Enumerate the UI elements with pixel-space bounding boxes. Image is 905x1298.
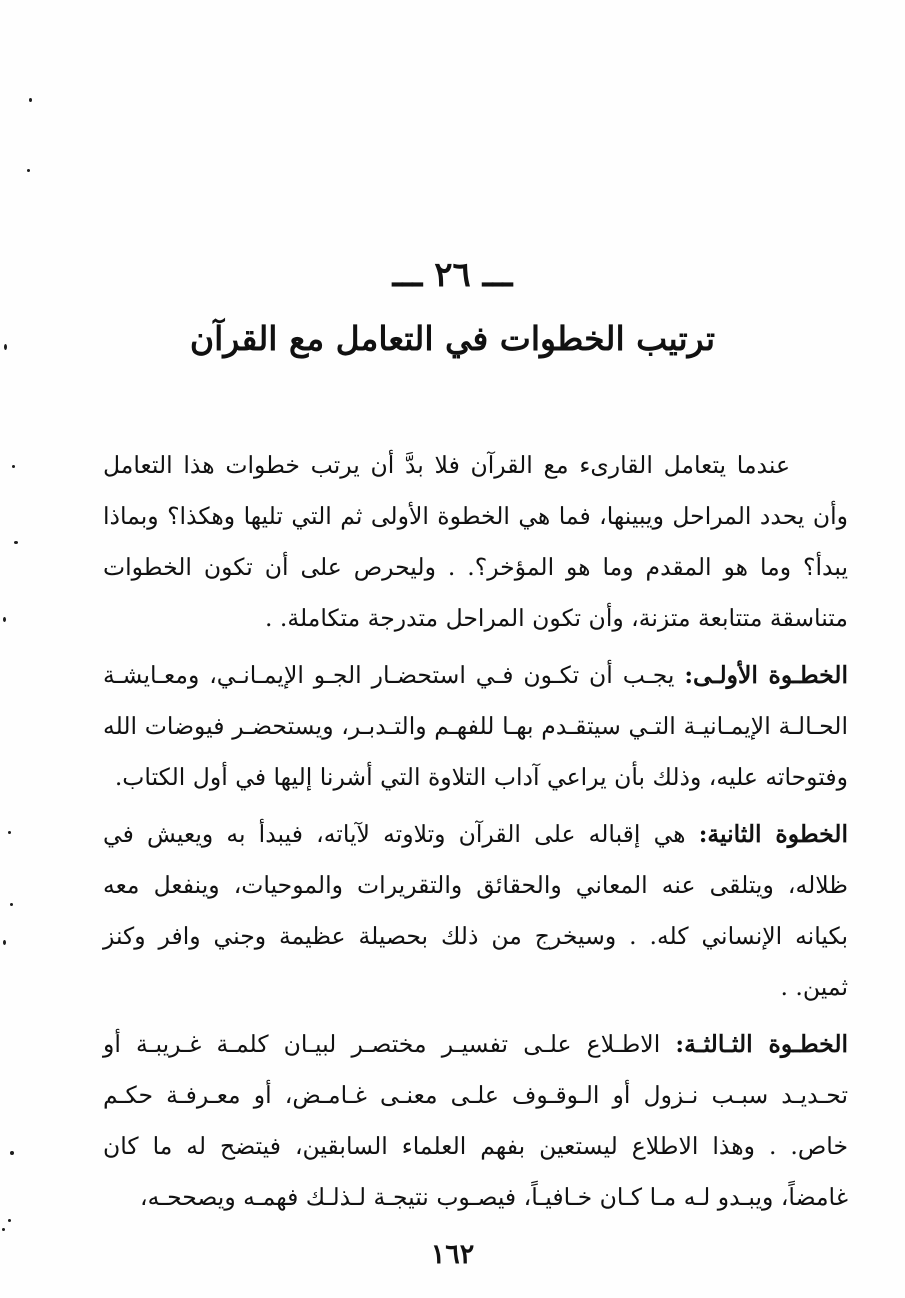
- step-three-label: الخطـوة الثـالثـة:: [675, 1030, 849, 1058]
- intro-paragraph: عندما يتعامل القارىء مع القرآن فلا بدَّ أن يرتب خطوات هذا التعامل وأن يحدد المراحل ويبينها، فما هي الخطوة الأولى ثم التي تليها وهكذا؟ وبماذا يبدأ؟ وما هو المقدم وما هو المؤخر؟. . وليحرص على أن تكون الخطوات متناسقة متتابعة متزنة، وأن تكون المراحل متدرجة متكاملة. .: [103, 451, 848, 632]
- scan-speck: [29, 98, 32, 102]
- scan-speck: [12, 465, 15, 468]
- step-one-text: يجـب أن تكـون فـي استحضـار الجـو الإيمـانـي، ومعـايشـة الحـالـة الإيمـانيـة التـي سيتقـدم بهـا للفهـم والتـدبـر، ويستحضـر فيوضات الله وفتوحاته عليه، وذلك بأن يراعي آداب التلاوة التي أشرنا إليها في أول الكتاب.: [103, 661, 848, 791]
- step-two-label: الخطوة الثانية:: [698, 820, 848, 848]
- step-three-paragraph: [103, 1019, 848, 1223]
- scan-speck: [10, 903, 13, 906]
- scan-speck: [8, 1219, 11, 1222]
- scan-speck: [4, 344, 7, 350]
- body-text: [103, 440, 848, 1223]
- scan-speck: [14, 541, 18, 544]
- scan-speck: [3, 940, 6, 945]
- chapter-title: ترتيب الخطوات في التعامل مع القرآن: [189, 319, 716, 358]
- scan-speck: [10, 1151, 14, 1155]
- page-number: ١٦٢: [430, 1239, 475, 1270]
- scan-speck: [2, 1228, 5, 1231]
- step-one-label: الخطـوة الأولـى:: [684, 661, 848, 689]
- step-two-paragraph: [103, 809, 848, 1013]
- step-one-paragraph: [103, 650, 848, 803]
- step-three-text: الاطـلاع علـى تفسيـر مختصـر لبيـان كلمـة غـريبـة أو تحـديـد سبـب نـزول أو الـوقـوف علـى معنـى غـامـض، أو معـرفـة حكـم خاص. . وهذا الاطلاع ليستعين بفهم العلماء السابقين، فيتضح له ما كان غامضاً، ويبـدو لـه مـا كـان خـافيـاً، فيصـوب نتيجـة لـذلـك فهمـه ويصححـه،: [103, 1030, 848, 1211]
- scan-speck: [3, 617, 6, 622]
- step-two-text: هي إقباله على القرآن وتلاوته لآياته، فيبدأ به ويعيش في ظلاله، ويتلقى عنه المعاني والحقائق والتقريرات والموحيات، وينفعل معه بكيانه الإنساني كله. . وسيخرج من ذلك بحصيلة عظيمة وجني وافر وكنز ثمين. .: [103, 820, 848, 1001]
- chapter-number: ـــ ٢٦ ـــ: [392, 255, 513, 295]
- scan-speck: [27, 169, 30, 172]
- scan-speck: [8, 831, 11, 834]
